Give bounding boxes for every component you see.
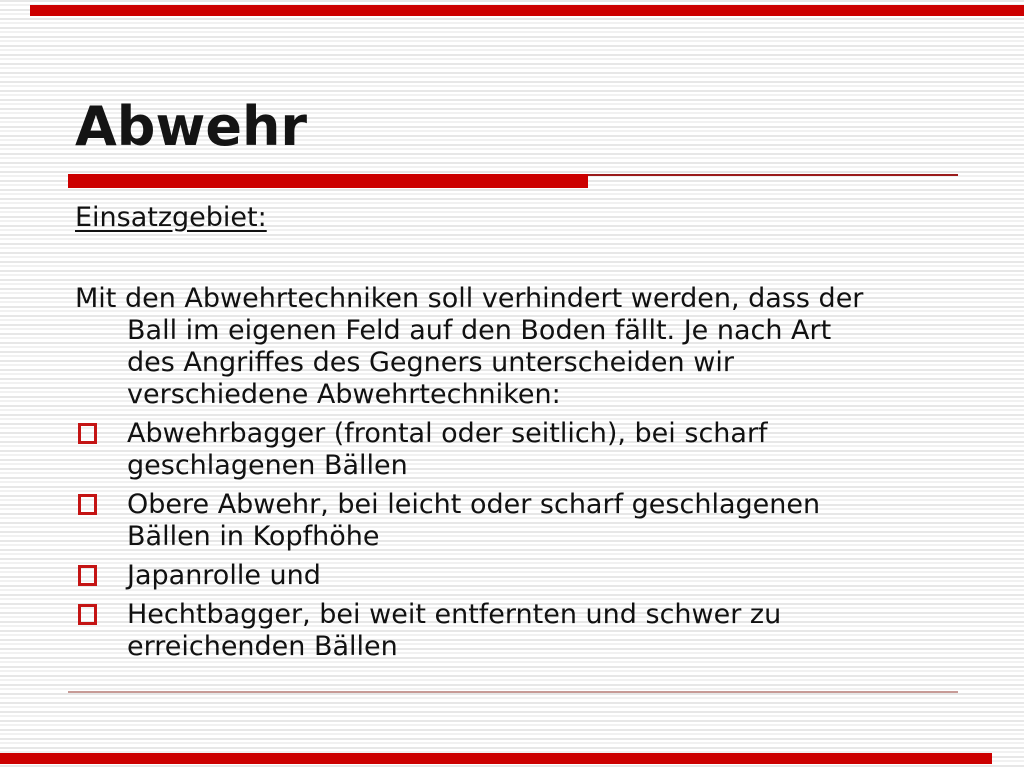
list-item-line: Obere Abwehr, bei leicht oder scharf geschlagenen — [127, 489, 821, 520]
title-underline-bar — [68, 174, 588, 188]
paragraph-line: Ball im eigenen Feld auf den Boden fällt. Je nach Art — [127, 315, 832, 346]
bottom-accent-bar — [0, 753, 992, 764]
list-item-text — [127, 418, 768, 482]
list-item — [78, 599, 978, 663]
list-item — [78, 489, 978, 553]
list-item-line: Bällen in Kopfhöhe — [127, 521, 380, 552]
section-heading: Einsatzgebiet: — [75, 202, 267, 233]
paragraph-line: Mit den Abwehrtechniken soll verhindert werden, dass der — [75, 283, 864, 314]
title-underline-thin-line — [588, 174, 958, 176]
top-accent-bar — [30, 5, 1024, 16]
list-item-line: geschlagenen Bällen — [127, 450, 408, 481]
paragraph-line: verschiedene Abwehrtechniken: — [127, 379, 561, 410]
square-bullet-icon — [78, 423, 97, 444]
list-item-line: Japanrolle und — [127, 560, 321, 591]
paragraph-line: des Angriffes des Gegners unterscheiden wir — [127, 347, 734, 378]
square-bullet-icon — [78, 565, 97, 586]
list-item-line: Abwehrbagger (frontal oder seitlich), bei scharf — [127, 418, 768, 449]
list-item-line: erreichenden Bällen — [127, 631, 398, 662]
list-item-text — [127, 489, 820, 553]
square-bullet-icon — [78, 604, 97, 625]
list-item-text — [127, 560, 321, 592]
square-bullet-icon — [78, 494, 97, 515]
list-item — [78, 560, 978, 592]
slide-title: Abwehr — [75, 95, 308, 158]
footer-rule-line — [68, 691, 958, 693]
list-item-text — [127, 599, 781, 663]
list-item-line: Hechtbagger, bei weit entfernten und schwer zu — [127, 599, 782, 630]
list-item — [78, 418, 978, 482]
bullet-list — [78, 418, 978, 670]
intro-paragraph — [75, 283, 975, 411]
